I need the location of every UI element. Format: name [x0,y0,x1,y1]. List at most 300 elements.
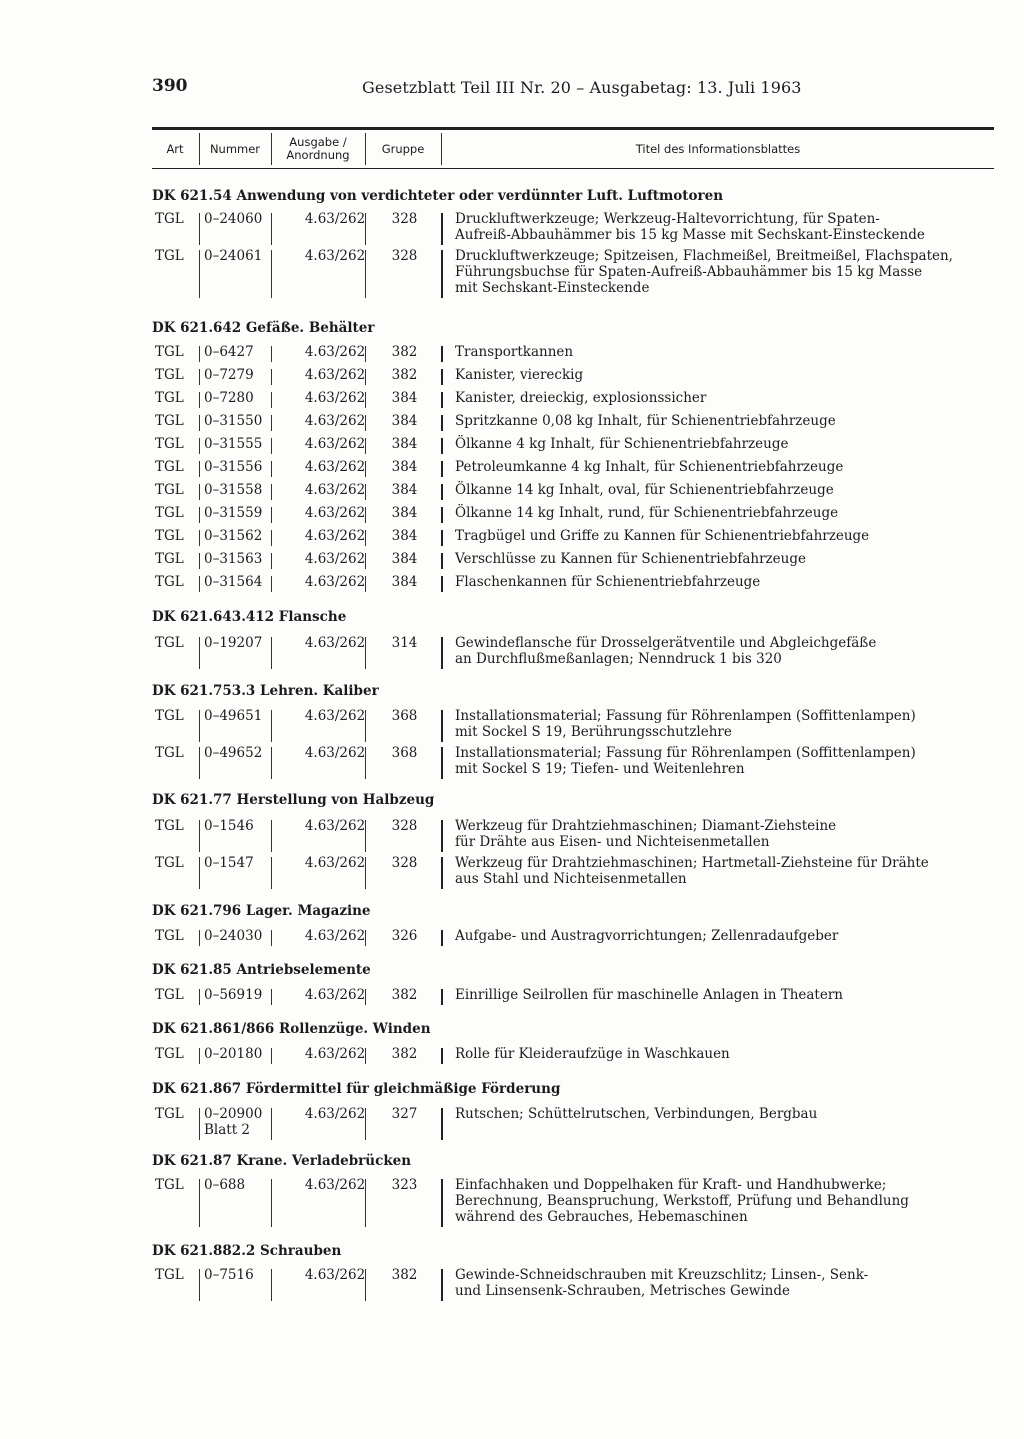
nummer-value: 0–20900 [204,1106,263,1122]
ausgabe-cell: 4.63/262 [304,1267,366,1283]
art-cell: TGL [155,551,184,567]
ausgabe-cell: 4.63/262 [304,551,366,567]
gruppe-cell: 384 [391,413,418,429]
nummer-value: 0–1547 [204,855,254,871]
nummer-cell [204,528,262,544]
column-rule [365,346,366,362]
ausgabe-cell: 4.63/262 [304,855,366,871]
column-rule [199,820,200,852]
art-cell: TGL [155,436,184,452]
titel-cell [455,708,916,740]
section-title: DK 621.642 Gefäße. Behälter [152,320,375,336]
table-row [152,1177,994,1229]
art-cell: TGL [155,855,184,871]
gruppe-cell: 327 [391,1106,418,1122]
gruppe-cell: 382 [391,1267,418,1283]
table-row [152,635,994,671]
titel-cell [455,745,916,777]
nummer-cell [204,1177,245,1193]
nummer-cell [204,1106,262,1138]
column-rule [441,1269,443,1301]
column-rule [271,213,272,245]
column-rule [365,530,366,546]
art-cell: TGL [155,987,184,1003]
table-row [152,211,994,247]
titel-line: an Durchflußmeßanlagen; Nenndruck 1 bis 320 [455,651,782,667]
column-rule [199,250,200,298]
art-cell: TGL [155,528,184,544]
titel-cell [455,1177,909,1225]
titel-cell [455,211,925,243]
column-rule [441,637,443,669]
gruppe-cell: 382 [391,987,418,1003]
column-rule [441,820,443,852]
titel-cell [455,635,876,667]
column-rule [441,484,443,500]
column-rule [199,553,200,569]
ausgabe-cell: 4.63/262 [304,574,366,590]
gruppe-cell: 384 [391,551,418,567]
titel-line: mit Sechskant-Einsteckende [455,280,650,296]
gruppe-cell: 384 [391,459,418,475]
titel-line: Berechnung, Beanspruchung, Werkstoff, Prüfung und Behandlung [455,1193,909,1209]
table-row [152,928,994,948]
nummer-cell [204,211,262,227]
column-rule [365,553,366,569]
column-rule [365,747,366,779]
column-rule [365,857,366,889]
titel-cell [455,1106,817,1122]
col-ausgabe-line1: Ausgabe / [289,135,347,150]
art-cell: TGL [155,1106,184,1122]
ausgabe-cell: 4.63/262 [304,248,366,264]
nummer-cell [204,855,254,871]
ausgabe-cell: 4.63/262 [304,482,366,498]
nummer-cell [204,367,254,383]
table-row [152,248,994,300]
column-rule [441,250,443,298]
nummer-value: 0–56919 [204,987,263,1003]
titel-line: Gewindeflansche für Drosselgerätventile und Abgleichgefäße [455,635,877,651]
nummer-cell [204,459,262,475]
titel-line: Werkzeug für Drahtziehmaschinen; Hartmetall-Ziehsteine für Drähte [455,855,929,871]
column-rule [199,530,200,546]
gruppe-cell: 384 [391,574,418,590]
gruppe-cell: 314 [391,635,418,651]
column-rule [441,1048,443,1064]
table-row [152,855,994,891]
titel-cell [455,436,788,452]
titel-cell [455,551,806,567]
nummer-cell [204,928,262,944]
col-nummer: Nummer [209,141,261,156]
column-rule [271,369,272,385]
column-rule [441,438,443,454]
table-row [152,413,994,433]
ausgabe-cell: 4.63/262 [304,1106,366,1122]
titel-cell [455,574,760,590]
table-row [152,436,994,456]
column-rule [365,438,366,454]
column-rule [441,530,443,546]
section-title: DK 621.882.2 Schrauben [152,1243,342,1259]
table-row [152,1106,994,1142]
column-rule [271,1108,272,1140]
column-rule [441,989,443,1005]
nummer-value: 0–31556 [204,459,263,475]
section-title: DK 621.796 Lager. Magazine [152,903,371,919]
ausgabe-cell: 4.63/262 [304,436,366,452]
column-rule [271,857,272,889]
table-header [152,127,994,169]
column-rule [441,1108,443,1140]
column-rule [199,346,200,362]
column-rule [271,747,272,779]
art-cell: TGL [155,459,184,475]
column-rule [365,250,366,298]
column-rule [365,415,366,431]
nummer-value: 0–7516 [204,1267,254,1283]
nummer-cell [204,574,262,590]
art-cell: TGL [155,413,184,429]
page-header-title: Gesetzblatt Teil III Nr. 20 – Ausgabetag: 13. Juli 1963 [362,78,802,97]
column-rule [199,710,200,742]
titel-line: mit Sockel S 19, Berührungsschutzlehre [455,724,732,740]
titel-line: Einfachhaken und Doppelhaken für Kraft- und Handhubwerke; [455,1177,887,1193]
table-row [152,390,994,410]
nummer-cell [204,987,262,1003]
nummer-value: 0–7280 [204,390,254,406]
column-rule [199,1179,200,1227]
titel-line: Transportkannen [455,344,574,360]
art-cell: TGL [155,505,184,521]
nummer-value: 0–19207 [204,635,263,651]
table-row [152,367,994,387]
column-rule [199,213,200,245]
titel-cell [455,482,834,498]
column-rule [441,930,443,946]
gruppe-cell: 384 [391,436,418,452]
table-row [152,818,994,854]
gruppe-cell: 328 [391,211,418,227]
column-rule [441,507,443,523]
column-rule [441,553,443,569]
column-rule [441,346,443,362]
ausgabe-cell: 4.63/262 [304,505,366,521]
table-row [152,574,994,594]
titel-cell [455,390,706,406]
titel-line: Einrillige Seilrollen für maschinelle Anlagen in Theatern [455,987,843,1003]
table-row [152,1267,994,1303]
section-title: DK 621.861/866 Rollenzüge. Winden [152,1021,431,1037]
art-cell: TGL [155,818,184,834]
nummer-cell [204,248,262,264]
section-title: DK 621.77 Herstellung von Halbzeug [152,792,435,808]
gruppe-cell: 384 [391,528,418,544]
titel-line: Spritzkanne 0,08 kg Inhalt, für Schienentriebfahrzeuge [455,413,836,429]
titel-cell [455,344,573,360]
column-rule [365,392,366,408]
titel-line: Führungsbuchse für Spaten-Aufreiß-Abbauhämmer bis 15 kg Masse [455,264,923,280]
column-rule [365,1179,366,1227]
titel-cell [455,987,843,1003]
nummer-value: 0–31555 [204,436,263,452]
art-cell: TGL [155,344,184,360]
table-row [152,708,994,744]
nummer-value: 0–31550 [204,413,263,429]
art-cell: TGL [155,1267,184,1283]
titel-cell [455,528,869,544]
column-rule [365,930,366,946]
column-rule [199,392,200,408]
gruppe-cell: 382 [391,1046,418,1062]
col-gruppe: Gruppe [381,141,425,156]
page-number: 390 [152,76,188,96]
titel-line: Kanister, viereckig [455,367,584,383]
nummer-cell [204,745,262,761]
titel-cell [455,1046,730,1062]
table-row [152,1046,994,1066]
nummer-cell [204,1267,254,1283]
nummer-cell [204,413,262,429]
column-rule [271,415,272,431]
col-titel: Titel des Informationsblattes [635,141,801,156]
titel-cell [455,928,838,944]
ausgabe-cell: 4.63/262 [304,745,366,761]
column-rule [441,747,443,779]
column-rule [271,820,272,852]
titel-line: mit Sockel S 19; Tiefen- und Weitenlehren [455,761,745,777]
nummer-cell [204,635,262,651]
column-rule [365,1048,366,1064]
art-cell: TGL [155,574,184,590]
column-rule [199,438,200,454]
titel-line: und Linsensenk-Schrauben, Metrisches Gewinde [455,1283,791,1299]
column-rule [365,820,366,852]
titel-line: Gewinde-Schneidschrauben mit Kreuzschlitz; Linsen-, Senk- [455,1267,869,1283]
ausgabe-cell: 4.63/262 [304,928,366,944]
table-row [152,987,994,1007]
ausgabe-cell: 4.63/262 [304,211,366,227]
column-rule [199,1108,200,1140]
section-title: DK 621.87 Krane. Verladebrücken [152,1153,412,1169]
column-rule [365,1108,366,1140]
ausgabe-cell: 4.63/262 [304,528,366,544]
nummer-value: 0–1546 [204,818,254,834]
gruppe-cell: 384 [391,482,418,498]
table-row [152,745,994,781]
table-row [152,459,994,479]
ausgabe-cell: 4.63/262 [304,459,366,475]
gruppe-cell: 328 [391,248,418,264]
column-rule [199,747,200,779]
titel-cell [455,459,843,475]
ausgabe-cell: 4.63/262 [304,818,366,834]
titel-line: Ölkanne 4 kg Inhalt, für Schienentriebfahrzeuge [455,436,789,452]
column-rule [365,507,366,523]
art-cell: TGL [155,1177,184,1193]
titel-line: Ölkanne 14 kg Inhalt, rund, für Schienentriebfahrzeuge [455,505,839,521]
titel-cell [455,505,838,521]
column-rule [271,438,272,454]
art-cell: TGL [155,482,184,498]
titel-line: Rutschen; Schüttelrutschen, Verbindungen, Bergbau [455,1106,818,1122]
ausgabe-cell: 4.63/262 [304,390,366,406]
titel-line: Petroleumkanne 4 kg Inhalt, für Schienentriebfahrzeuge [455,459,844,475]
column-rule [199,989,200,1005]
nummer-cell [204,436,262,452]
art-cell: TGL [155,745,184,761]
column-rule [271,710,272,742]
nummer-cell [204,390,254,406]
art-cell: TGL [155,248,184,264]
nummer-value: 0–31564 [204,574,263,590]
table-row [152,344,994,364]
gruppe-cell: 384 [391,390,418,406]
ausgabe-cell: 4.63/262 [304,367,366,383]
column-rule [271,637,272,669]
titel-cell [455,855,929,887]
column-rule [271,507,272,523]
nummer-cell [204,818,254,834]
column-rule [271,989,272,1005]
nummer-cell [204,482,262,498]
nummer-cell [204,1046,262,1062]
column-rule [441,213,443,245]
column-rule [365,710,366,742]
titel-line: für Drähte aus Eisen- und Nichteisenmetallen [455,834,770,850]
section-title: DK 621.753.3 Lehren. Kaliber [152,683,379,699]
nummer-cell [204,505,262,521]
titel-cell [455,367,583,383]
titel-line: Ölkanne 14 kg Inhalt, oval, für Schienentriebfahrzeuge [455,482,834,498]
gruppe-cell: 368 [391,708,418,724]
column-rule [441,392,443,408]
titel-line: Druckluftwerkzeuge; Werkzeug-Haltevorrichtung, für Spaten- [455,211,880,227]
nummer-value: 0–24061 [204,248,263,264]
titel-line: Rolle für Kleideraufzüge in Waschkauen [455,1046,730,1062]
column-rule [199,576,200,592]
column-rule [271,1048,272,1064]
gruppe-cell: 368 [391,745,418,761]
column-rule [441,710,443,742]
column-rule [271,930,272,946]
column-rule [365,989,366,1005]
col-ausgabe [272,130,364,168]
nummer-cell [204,344,254,360]
titel-cell [455,818,836,850]
col-ausgabe-line2: Anordnung [286,148,350,162]
column-rule [199,637,200,669]
nummer-value: 0–20180 [204,1046,263,1062]
column-rule [199,1048,200,1064]
titel-line: aus Stahl und Nichteisenmetallen [455,871,687,887]
ausgabe-cell: 4.63/262 [304,987,366,1003]
column-rule [199,1269,200,1301]
titel-cell [455,248,953,296]
titel-line: während des Gebrauches, Hebemaschinen [455,1209,748,1225]
nummer-value: 0–688 [204,1177,246,1193]
nummer-value: 0–24030 [204,928,263,944]
titel-line: Druckluftwerkzeuge; Spitzeisen, Flachmeißel, Breitmeißel, Flachspaten, [455,248,953,264]
column-rule [199,507,200,523]
art-cell: TGL [155,1046,184,1062]
nummer-cell [204,708,262,724]
column-rule [271,576,272,592]
column-rule [199,461,200,477]
col-art: Art [166,141,184,156]
ausgabe-cell: 4.63/262 [304,708,366,724]
section-title: DK 621.85 Antriebselemente [152,962,371,978]
section-title: DK 621.54 Anwendung von verdichteter oder verdünnter Luft. Luftmotoren [152,188,724,204]
gruppe-cell: 382 [391,344,418,360]
column-rule [441,576,443,592]
nummer-value: 0–31559 [204,505,263,521]
column-rule [441,415,443,431]
ausgabe-cell: 4.63/262 [304,1177,366,1193]
table-row [152,528,994,548]
ausgabe-cell: 4.63/262 [304,635,366,651]
art-cell: TGL [155,635,184,651]
table-row [152,482,994,502]
nummer-value: 0–31562 [204,528,263,544]
column-rule [271,484,272,500]
column-rule [199,415,200,431]
nummer-value: 0–6427 [204,344,254,360]
section-title: DK 621.643.412 Flansche [152,609,347,625]
column-rule [199,930,200,946]
titel-line: Kanister, dreieckig, explosionssicher [455,390,707,406]
column-rule [365,637,366,669]
column-rule [199,369,200,385]
column-rule [271,530,272,546]
nummer-value: 0–31558 [204,482,263,498]
column-rule [365,576,366,592]
nummer-value: 0–24060 [204,211,263,227]
column-rule [441,857,443,889]
art-cell: TGL [155,928,184,944]
titel-line: Aufreiß-Abbauhämmer bis 15 kg Masse mit Sechskant-Einsteckende [455,227,925,243]
section-title: DK 621.867 Fördermittel für gleichmäßige Förderung [152,1081,561,1097]
column-rule [365,461,366,477]
titel-line: Tragbügel und Griffe zu Kannen für Schienentriebfahrzeuge [455,528,870,544]
titel-cell [455,413,836,429]
column-rule [199,857,200,889]
titel-line: Werkzeug für Drahtziehmaschinen; Diamant-Ziehsteine [455,818,837,834]
column-rule [365,369,366,385]
nummer-sheet: Blatt 2 [204,1122,251,1138]
art-cell: TGL [155,367,184,383]
gruppe-cell: 382 [391,367,418,383]
nummer-value: 0–49651 [204,708,263,724]
gruppe-cell: 328 [391,855,418,871]
column-rule [271,346,272,362]
column-rule [441,369,443,385]
column-rule [271,461,272,477]
nummer-value: 0–49652 [204,745,263,761]
column-rule [271,1179,272,1227]
table-row [152,551,994,571]
column-rule [271,1269,272,1301]
column-rule [441,1179,443,1227]
titel-line: Installationsmaterial; Fassung für Röhrenlampen (Soffittenlampen) [455,745,916,761]
titel-cell [455,1267,868,1299]
art-cell: TGL [155,708,184,724]
titel-line: Installationsmaterial; Fassung für Röhrenlampen (Soffittenlampen) [455,708,916,724]
column-rule [271,392,272,408]
column-rule [271,250,272,298]
column-rule [199,484,200,500]
